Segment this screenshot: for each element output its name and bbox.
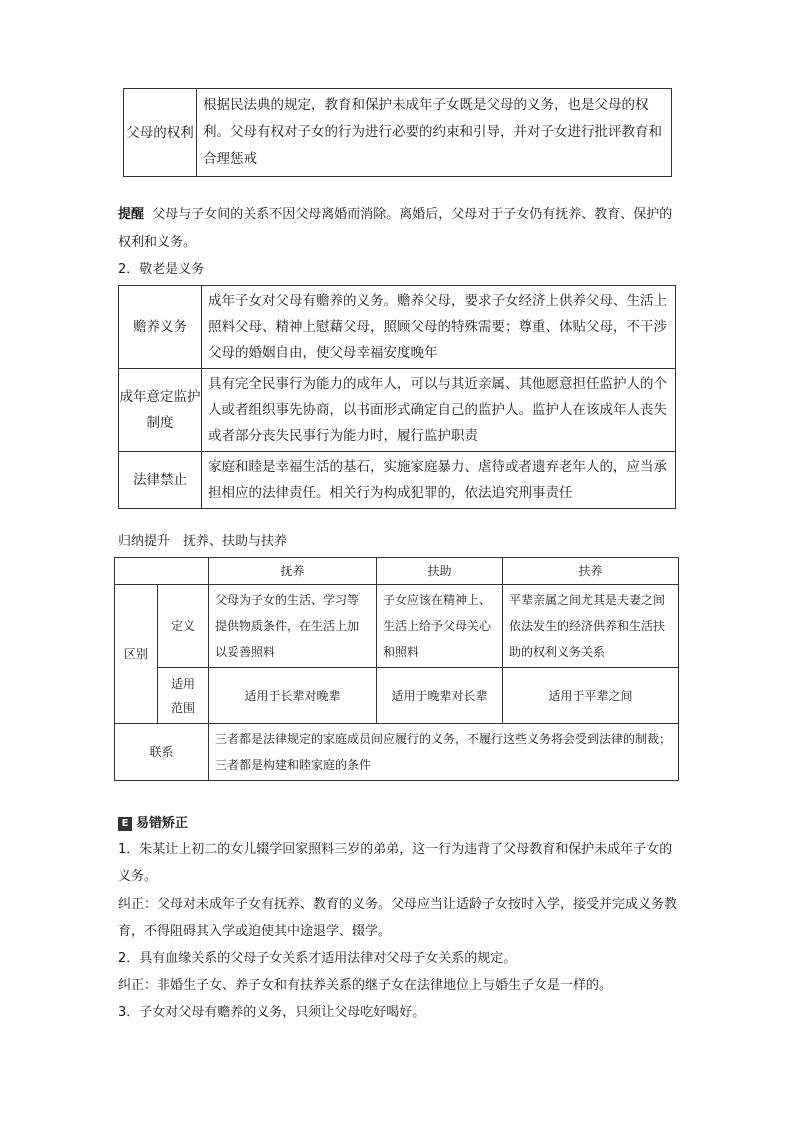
summary-title: 归纳提升 抚养、扶助与扶养: [118, 534, 288, 549]
link-label: 联系: [115, 724, 209, 781]
reminder-text: 父母与子女间的关系不因父母离婚而消除。离婚后，父母对于子女仍有抚养、教育、保护的权利和义务。: [118, 207, 673, 250]
scope-cell: 适用于长辈对晚辈: [209, 668, 377, 724]
comparison-table: [114, 557, 679, 781]
table2-row-head: 法律禁止: [119, 452, 202, 509]
scope-cell: 适用于晚辈对长辈: [377, 668, 503, 724]
reminder: [118, 201, 678, 257]
section-2-title: 2．敬老是义务: [118, 262, 205, 277]
scope-cell: 适用于平辈之间: [503, 668, 679, 724]
table2-row-head: 成年意定监护制度: [119, 369, 202, 452]
column-header: 扶助: [377, 558, 503, 585]
reminder-label: 提醒: [118, 207, 145, 222]
parental-rights-head: 父母的权利: [124, 89, 197, 177]
scope-label: 适用范围: [158, 668, 209, 724]
table2-row-body: 具有完全民事行为能力的成年人，可以与其近亲属、其他愿意担任监护人的个人或者组织事先协商，以书面形式确定自己的监护人。监护人在该成年人丧失或者部分丧失民事行为能力时，履行监护职责: [202, 369, 676, 452]
error-item-2: 2．具有血缘关系的父母子女关系才适用法律对父母子女关系的规定。: [118, 951, 517, 966]
parental-rights-table: [123, 88, 672, 177]
error-section-icon: E: [118, 817, 132, 831]
column-header: 扶养: [503, 558, 679, 585]
table2-row-head: 赡养义务: [119, 286, 202, 369]
corner-cell: [115, 558, 209, 585]
error-correction-1: 纠正：父母对未成年子女有抚养、教育的义务。父母应当让适龄子女按时入学，接受并完成义务教育，不得阻碍其入学或迫使其中途退学、辍学。: [118, 897, 678, 939]
definition-cell: 平辈亲属之间尤其是夫妻之间依法发生的经济供养和生活扶助的权利义务关系: [503, 585, 679, 668]
definition-label: 定义: [158, 585, 209, 668]
definition-cell: 子女应该在精神上、生活上给予父母关心和照料: [377, 585, 503, 668]
error-correction-2: 纠正：非婚生子女、养子女和有扶养关系的继子女在法律地位上与婚生子女是一样的。: [118, 978, 613, 993]
errors-title: 易错矫正: [136, 816, 189, 831]
error-item-3: 3．子女对父母有赡养的义务，只须让父母吃好喝好。: [118, 1005, 426, 1020]
parental-rights-body: 根据民法典的规定，教育和保护未成年子女既是父母的义务，也是父母的权利。父母有权对子女的行为进行必要的约束和引导，并对子女进行批评教育和合理惩戒: [197, 89, 672, 177]
difference-label: 区别: [115, 585, 158, 724]
error-item-1: 1．朱某让上初二的女儿辍学回家照料三岁的弟弟，这一行为违背了父母教育和保护未成年子女的义务。: [118, 842, 673, 884]
elder-duty-table: [118, 285, 676, 509]
column-header: 抚养: [209, 558, 377, 585]
table2-row-body: 成年子女对父母有赡养的义务。赡养父母，要求子女经济上供养父母、生活上照料父母、精神上慰藉父母，照顾父母的特殊需要；尊重、体贴父母，不干涉父母的婚姻自由，使父母幸福安度晚年: [202, 286, 676, 369]
table2-row-body: 家庭和睦是幸福生活的基石，实施家庭暴力、虐待或者遗弃老年人的，应当承担相应的法律责任。相关行为构成犯罪的，依法追究刑事责任: [202, 452, 676, 509]
link-text: 三者都是法律规定的家庭成员间应履行的义务，不履行这些义务将会受到法律的制裁；三者都是构建和睦家庭的条件: [209, 724, 679, 781]
definition-cell: 父母为子女的生活、学习等提供物质条件，在生活上加以妥善照料: [209, 585, 377, 668]
errors-heading: [118, 812, 188, 831]
